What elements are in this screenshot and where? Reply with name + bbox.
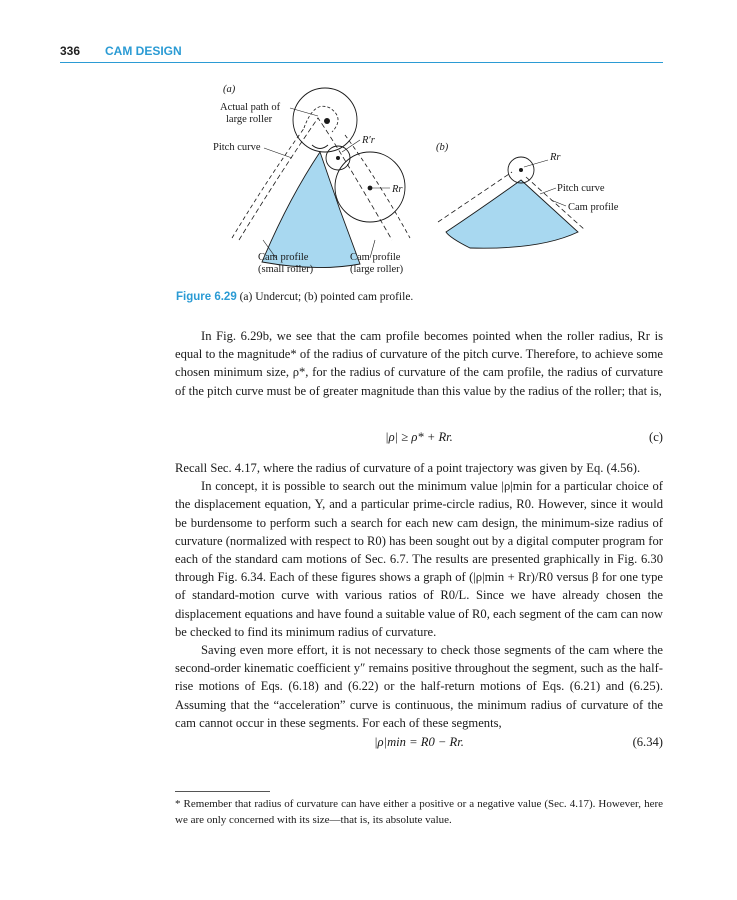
equation-c-body: |ρ| ≥ ρ* + Rr. <box>385 430 453 444</box>
footnote: * Remember that radius of curvature can have either a positive or a negative value (Sec. 4.17). However, here we are only concerned with its size—that is, its absolute value. <box>175 798 663 826</box>
label-pitch-b: Pitch curve <box>557 183 605 194</box>
leader-rr-prime <box>342 140 360 152</box>
paragraph-3: In concept, it is possible to search out the minimum value |ρ|min for a particular choice of the displacement equation, Y, and a particular prime-circle radius, R0. However, since it would be burdensome to perform such a search for each new cam design, the minimum-size radius of curvature (normalized with respect to R0) has been sought out by a digital computer program for each of the standard cam motions of Sec. 6.7. The results are presented graphically in Fig. 6.30 through Fig. 6.34. Each of these figures shows a graph of (|ρ|min + Rr)/R0 versus β for one type of standard-motion curve with various ratios of R0/L. Since we have already chosen the displacement equations and have found a suitable value of R0, each segment of the cam can now be checked to find its minimum radius of curvature. <box>175 479 663 639</box>
label-cam-small-1: Cam profile <box>258 252 309 263</box>
cam-profile-a-fill <box>262 152 360 268</box>
equation-c-tag: (c) <box>649 430 663 444</box>
label-rr-a: Rr <box>392 184 403 195</box>
figure-number: Figure 6.29 <box>176 291 237 303</box>
label-cam-large-1: Cam profile <box>350 252 401 263</box>
paragraph-1: In Fig. 6.29b, we see that the cam profile becomes pointed when the roller radius, Rr is equal to the magnitude* of the radius of curvature of the pitch curve. Therefore, to achieve some chosen minimum size, ρ*, for the radius of curvature of the cam profile, the radius of curvature of the pitch curve must be of greater magnitude than this value by the radius of the roller; that is, <box>175 329 663 398</box>
paragraph-block-2 <box>175 459 663 732</box>
paragraph-1-block <box>175 327 663 400</box>
large-roller-top-center <box>324 118 330 124</box>
figure-6-29 <box>0 75 737 290</box>
footnote-rule <box>175 791 270 792</box>
label-rr-prime: R′r <box>362 135 375 146</box>
equation-c <box>175 430 663 448</box>
paragraph-2: Recall Sec. 4.17, where the radius of curvature of a point trajectory was given by Eq. (4.56). <box>175 461 641 475</box>
roller-b-center <box>519 168 523 172</box>
paragraph-4: Saving even more effort, it is not necessary to check those segments of the cam where the second-order kinematic coefficient y″ remains positive throughout the segment, such as the half-rise motions of Eqs. (6.18) and (6.22) or the half-return motions of Eqs. (6.21) and (6.25). Assuming that the “acceleration” curve is continuous, the minimum radius of curvature of the cam cannot occur in these segments. For each of these segments, <box>175 643 663 730</box>
label-pitch-a: Pitch curve <box>213 142 261 153</box>
page-header <box>60 44 663 63</box>
label-cam-small-2: (small roller) <box>258 264 314 275</box>
leader-pitch-b <box>540 188 556 194</box>
leader-cam-b <box>551 200 566 206</box>
large-roller-path <box>304 106 338 132</box>
leader-pitch <box>264 148 292 158</box>
equation-6-34-body: |ρ|min = R0 − Rr. <box>374 735 464 749</box>
large-roller-right-center <box>368 186 373 191</box>
undercut-notch <box>312 145 328 149</box>
equation-6-34 <box>175 735 663 753</box>
label-path-1: Actual path of <box>220 102 281 113</box>
chapter-title: CAM DESIGN <box>105 44 182 58</box>
page-number: 336 <box>60 44 81 58</box>
label-cam-b: Cam profile <box>568 202 619 213</box>
figure-caption <box>176 291 413 303</box>
label-rr-b: Rr <box>550 152 561 163</box>
caption-text: (a) Undercut; (b) pointed cam profile. <box>239 291 414 303</box>
label-path-2: large roller <box>226 114 273 125</box>
label-cam-large-2: (large roller) <box>350 264 404 275</box>
equation-6-34-tag: (6.34) <box>632 735 663 749</box>
label-b: (b) <box>436 142 449 153</box>
label-a: (a) <box>223 84 236 95</box>
leader-rr-b <box>524 160 548 167</box>
small-roller-center <box>336 156 340 160</box>
